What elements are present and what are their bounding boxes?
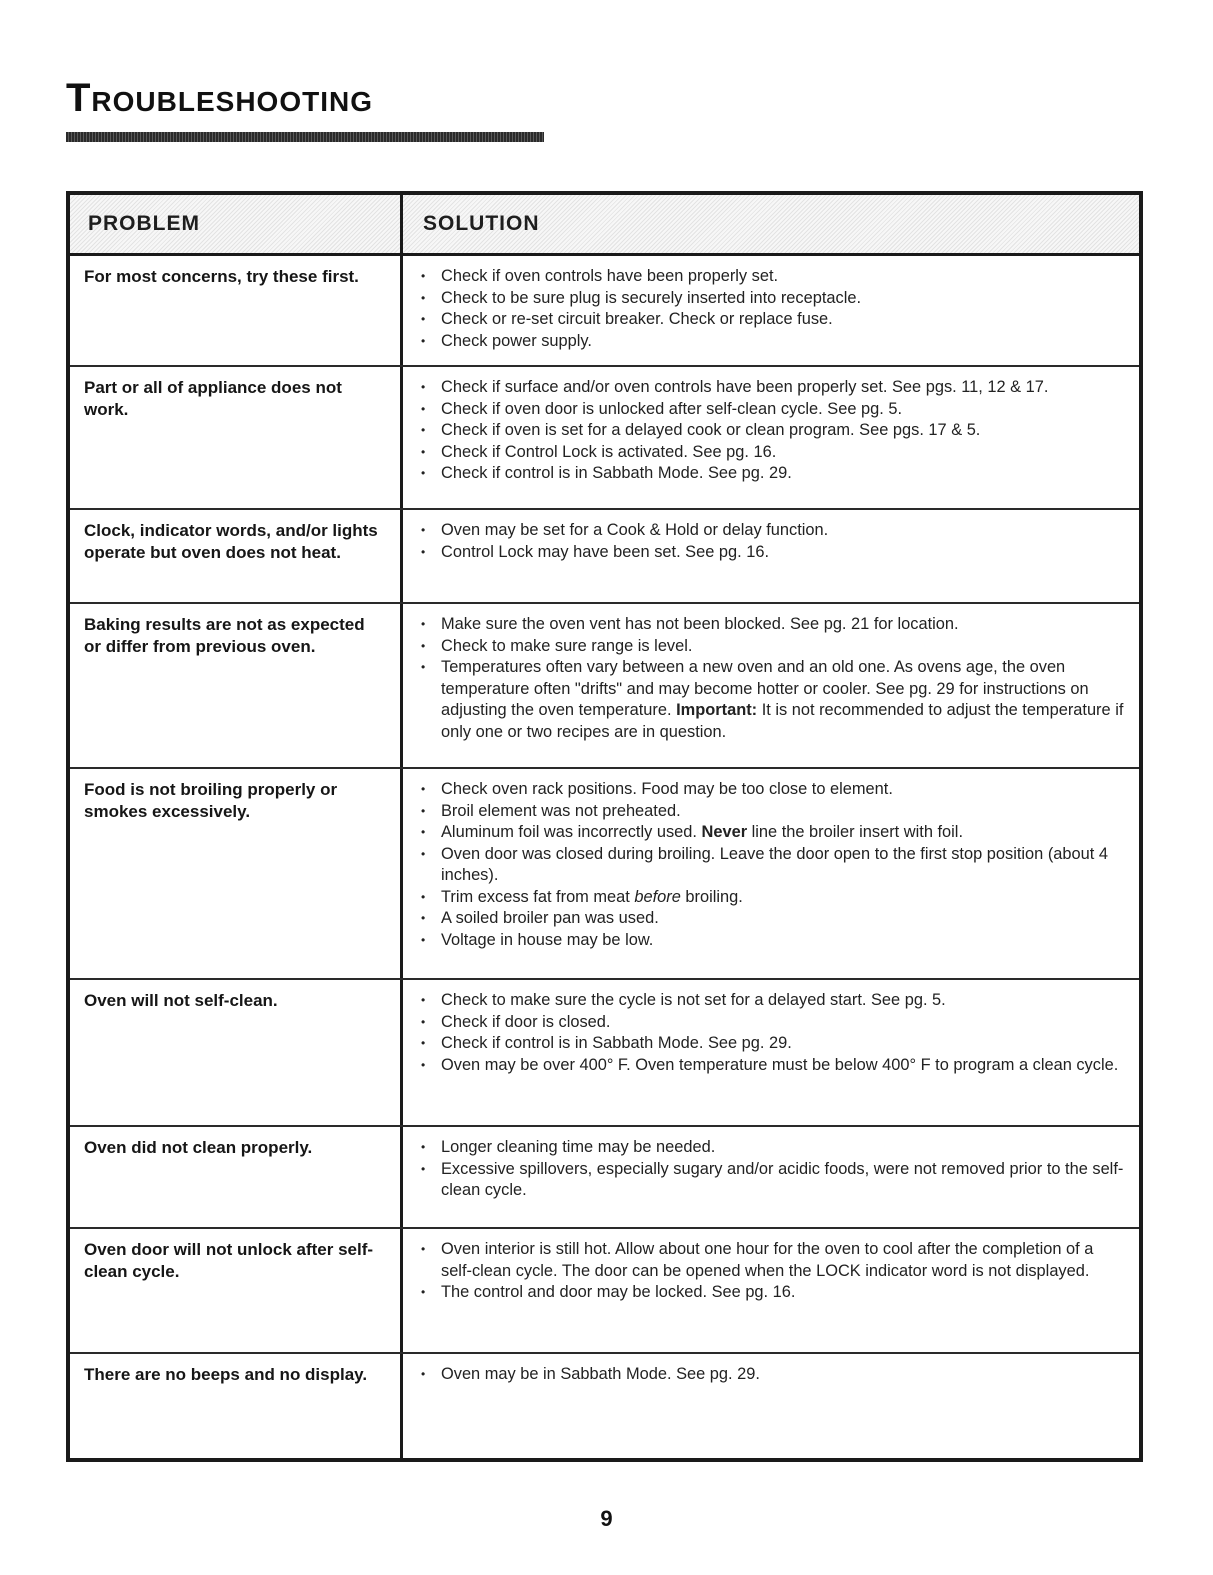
solution-list bbox=[419, 520, 1125, 563]
solution-list bbox=[419, 990, 1125, 1076]
solution-item: • Excessive spillovers, especially sugary and/or acidic foods, were not removed prior to the self-clean cycle. bbox=[419, 1159, 1125, 1202]
table-row bbox=[70, 1354, 1139, 1458]
solution-item: • Check if oven controls have been properly set. bbox=[419, 266, 1125, 288]
solution-list bbox=[419, 1364, 1125, 1386]
solution-cell bbox=[403, 604, 1139, 767]
solution-item: • Oven may be set for a Cook & Hold or delay function. bbox=[419, 520, 1125, 542]
solution-item: • Check if surface and/or oven controls have been properly set. See pgs. 11, 12 & 17. bbox=[419, 377, 1125, 399]
page-title: Troubleshooting bbox=[66, 76, 373, 120]
solution-item: • Oven interior is still hot. Allow about one hour for the oven to cool after the completion of a self-clean cycle. The door can be opened when the LOCK indicator word is not displayed. bbox=[419, 1239, 1125, 1282]
solution-item: • Make sure the oven vent has not been blocked. See pg. 21 for location. bbox=[419, 614, 1125, 636]
solution-text: Aluminum foil was incorrectly used. bbox=[441, 823, 702, 841]
solution-item: • The control and door may be locked. See pg. 16. bbox=[419, 1282, 1125, 1304]
solution-cell bbox=[403, 367, 1139, 508]
solution-cell bbox=[403, 769, 1139, 978]
table-header bbox=[70, 195, 1139, 256]
solution-cell bbox=[403, 1229, 1139, 1352]
table-row bbox=[70, 510, 1139, 604]
solution-item: • Check to be sure plug is securely inserted into receptacle. bbox=[419, 288, 1125, 310]
solution-item: • Voltage in house may be low. bbox=[419, 930, 1125, 952]
solution-item: • Check if Control Lock is activated. See pg. 16. bbox=[419, 442, 1125, 464]
solution-item: • Check oven rack positions. Food may be too close to element. bbox=[419, 779, 1125, 801]
problem-cell: Part or all of appliance does not work. bbox=[70, 367, 403, 508]
problem-cell: There are no beeps and no display. bbox=[70, 1354, 403, 1458]
table-row bbox=[70, 256, 1139, 367]
solution-cell bbox=[403, 1127, 1139, 1227]
table-row bbox=[70, 1229, 1139, 1354]
emphasis-text: before bbox=[634, 887, 681, 906]
solution-list bbox=[419, 1239, 1125, 1304]
solution-item bbox=[419, 822, 1125, 844]
solution-item bbox=[419, 887, 1125, 909]
problem-cell: Baking results are not as expected or differ from previous oven. bbox=[70, 604, 403, 767]
solution-item: • Broil element was not preheated. bbox=[419, 801, 1125, 823]
table-row bbox=[70, 980, 1139, 1127]
solution-column-header: SOLUTION bbox=[423, 212, 540, 235]
table-row bbox=[70, 769, 1139, 980]
solution-item: • Control Lock may have been set. See pg. 16. bbox=[419, 542, 1125, 564]
solution-item: • Check if oven is set for a delayed cook or clean program. See pgs. 17 & 5. bbox=[419, 420, 1125, 442]
solution-item: • Check if control is in Sabbath Mode. See pg. 29. bbox=[419, 1033, 1125, 1055]
problem-cell: Clock, indicator words, and/or lights operate but oven does not heat. bbox=[70, 510, 403, 602]
emphasis-text: Never bbox=[701, 823, 748, 841]
table-row bbox=[70, 1127, 1139, 1229]
solution-item: • Oven door was closed during broiling. Leave the door open to the first stop position (about 4 inches). bbox=[419, 844, 1125, 887]
solution-item: • Check if oven door is unlocked after self-clean cycle. See pg. 5. bbox=[419, 399, 1125, 421]
solution-item: • Check if control is in Sabbath Mode. See pg. 29. bbox=[419, 463, 1125, 485]
solution-list bbox=[419, 377, 1125, 485]
problem-cell: Food is not broiling properly or smokes excessively. bbox=[70, 769, 403, 978]
problem-column-header: PROBLEM bbox=[70, 195, 403, 253]
solution-list bbox=[419, 266, 1125, 352]
solution-item bbox=[419, 657, 1125, 743]
emphasis-text: Important: bbox=[676, 701, 758, 719]
solution-list bbox=[419, 614, 1125, 743]
table-row bbox=[70, 604, 1139, 769]
problem-cell: Oven did not clean properly. bbox=[70, 1127, 403, 1227]
solution-item: • Check or re-set circuit breaker. Check or replace fuse. bbox=[419, 309, 1125, 331]
table-row bbox=[70, 367, 1139, 510]
solution-text: line the broiler insert with foil. bbox=[747, 823, 963, 841]
solution-cell bbox=[403, 256, 1139, 365]
solution-item: • Check to make sure the cycle is not set for a delayed start. See pg. 5. bbox=[419, 990, 1125, 1012]
solution-text: It is not recommended to adjust the temperature if only one or two recipes are in question. bbox=[441, 701, 1124, 741]
solution-item: • Oven may be in Sabbath Mode. See pg. 29. bbox=[419, 1364, 1125, 1386]
solution-list bbox=[419, 1137, 1125, 1202]
solution-item: • Check to make sure range is level. bbox=[419, 636, 1125, 658]
problem-cell: Oven will not self-clean. bbox=[70, 980, 403, 1125]
solution-text: Trim excess fat from meat bbox=[441, 887, 635, 906]
solution-item: • Check power supply. bbox=[419, 331, 1125, 353]
problem-cell: Oven door will not unlock after self-clean cycle. bbox=[70, 1229, 403, 1352]
solution-text: Temperatures often vary between a new oven and an old one. As ovens age, the oven temperature often "drifts" and may become hotter or cooler. See pg. 29 for instructions on adjusting the oven temperature. bbox=[441, 658, 1089, 719]
solution-item: • A soiled broiler pan was used. bbox=[419, 908, 1125, 930]
problem-cell: For most concerns, try these first. bbox=[70, 256, 403, 365]
solution-cell bbox=[403, 510, 1139, 602]
solution-item: • Oven may be over 400° F. Oven temperature must be below 400° F to program a clean cycle. bbox=[419, 1055, 1125, 1077]
troubleshooting-table bbox=[66, 191, 1143, 1462]
solution-text: broiling. bbox=[680, 887, 743, 906]
solution-cell bbox=[403, 1354, 1139, 1458]
table-body bbox=[70, 256, 1139, 1458]
title-underline bbox=[66, 132, 544, 142]
solution-item: • Longer cleaning time may be needed. bbox=[419, 1137, 1125, 1159]
page-number: 9 bbox=[600, 1506, 613, 1531]
solution-list bbox=[419, 779, 1125, 951]
solution-item: • Check if door is closed. bbox=[419, 1012, 1125, 1034]
solution-cell bbox=[403, 980, 1139, 1125]
